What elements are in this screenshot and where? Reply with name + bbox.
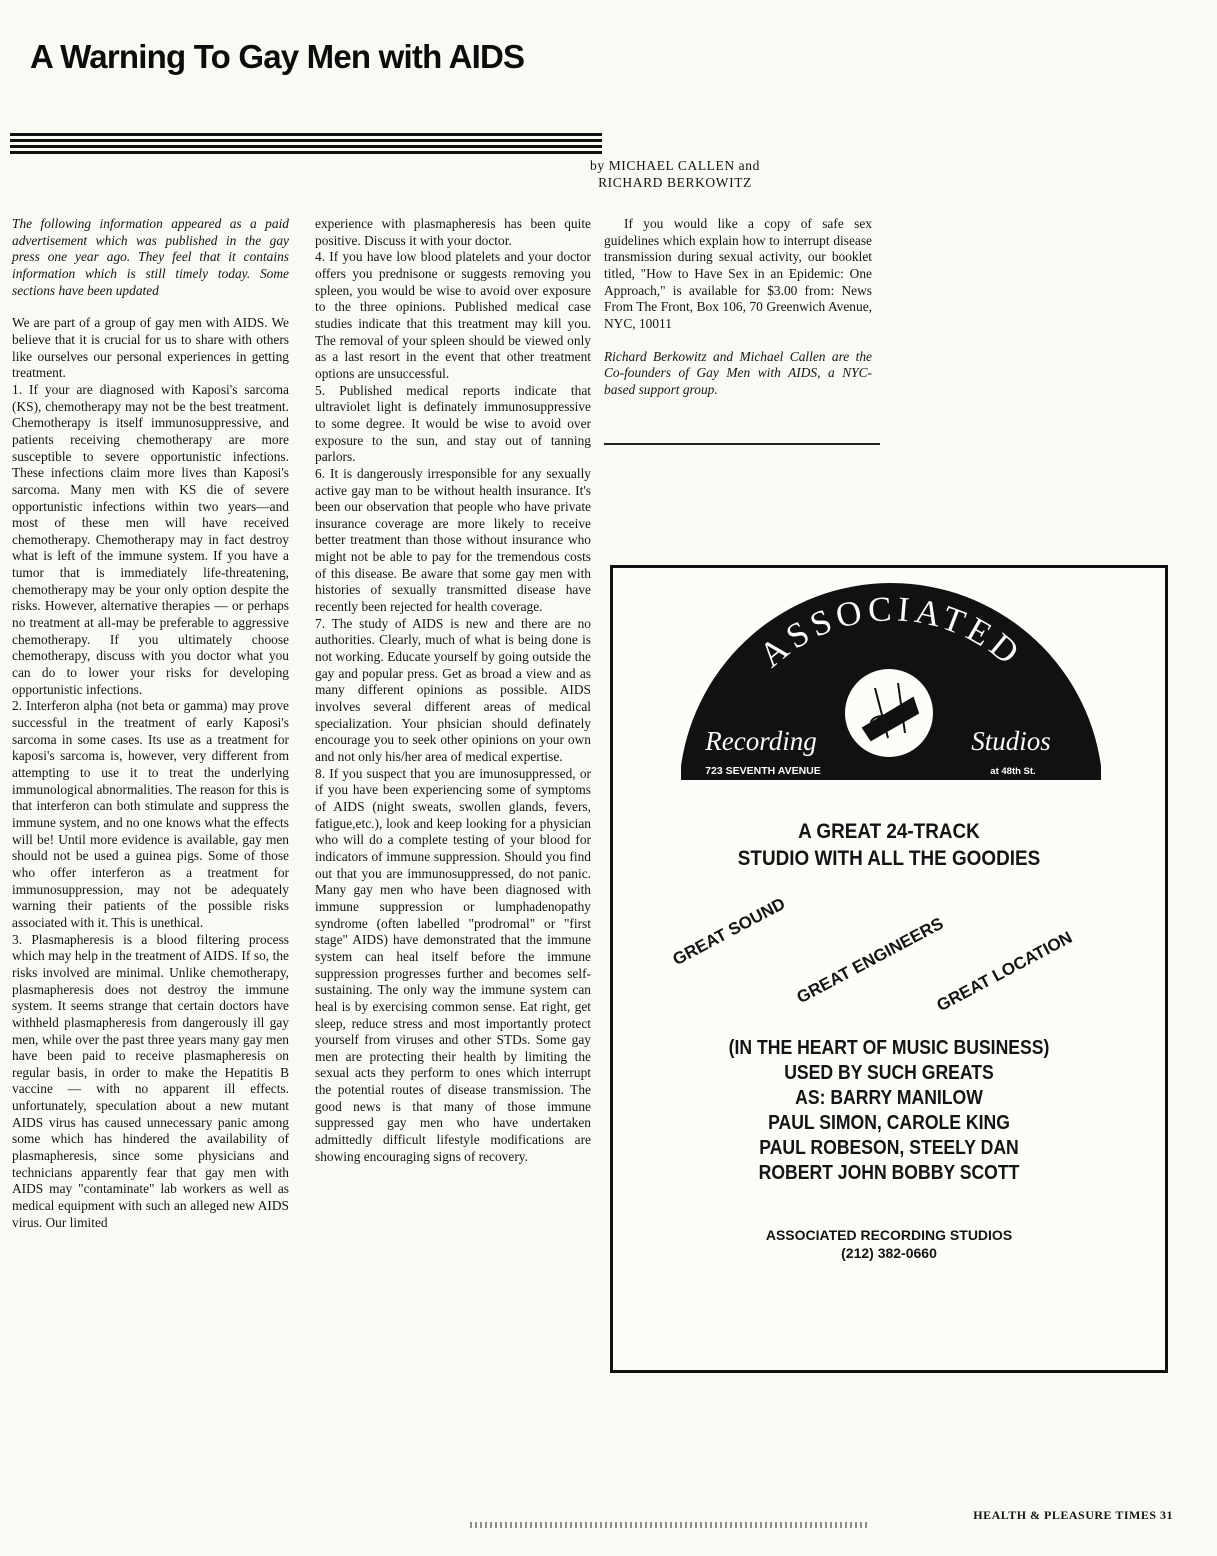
ad-tagline-line-2: STUDIO WITH ALL THE GOODIES: [737, 847, 1041, 870]
paragraph-point-5: 5. Published medical reports indicate that ultraviolet light is definately immunosuppressive to some degree. It would be wise to avoid over exposure to the sun, and stay out of tanning parlors.: [315, 382, 591, 465]
studio-advertisement: [610, 565, 1168, 1373]
logo-cross-street: at 48th St.: [990, 766, 1036, 777]
paragraph-point-6: 6. It is dangerously irresponsible for any sexually active gay man to be without health insurance. It's been our observation that people who have private insurance coverage are more likely to receive better treatment than those without insurance who might not be able to pay for the tremendous costs of this disease. Be aware that some gay men with histories of sexually transmitted disease have recently been rejected for health coverage.: [315, 465, 591, 615]
client-list-line-2: USED BY SUCH GREATS: [784, 1062, 994, 1084]
paragraph-point-1: 1. If your are diagnosed with Kaposi's sarcoma (KS), chemotherapy may not be the best treatment. Chemotherapy is itself immunosuppressive, and patients receiving chemotherapy are more susceptible to severe opportunistic infections. These infections claim more lives than Kaposi's sarcoma. Many men with KS die of severe opportunistic infections within two years—and most of these men will have received chemotherapy. Chemotherapy may in fact destroy what is left of the immune system. If you have a tumor that is immediately life-threatening, chemotherapy may be your only option despite the risks. However, alternative therapies — or perhaps no treatment at all-may be preferable to aggressive chemotherapy. If you ultimately choose chemotherapy, discuss with you doctor what you can do to lower your risks for developing opportunistic infections.: [12, 381, 289, 697]
great-sound: GREAT SOUND: [669, 893, 789, 970]
client-list: [646, 1036, 1132, 1186]
client-list-line-1: (IN THE HEART OF MUSIC BUSINESS): [728, 1037, 1050, 1059]
great-location: GREAT LOCATION: [933, 927, 1076, 1016]
paragraph-point-2: 2. Interferon alpha (not beta or gamma) may prove successful in the treatment of early Kaposi's sarcoma in some cases. Its use as a treatment for kaposi's sarcoma is, however, very different from attempting to use it to treat the underlying immunological abnormalities. The reason for this is that interferon can both stimulate and suppress the immune system, and no one knows what the effects will be! Until more evidence is available, gay men should not be used a guinea pigs. Some of those who offer interferon as a treatment for immunosuppression, may not be adequately warning their patients of the possible risks associated with it. This is unethical.: [12, 698, 289, 930]
paragraph-point-8: 8. If you suspect that you are imunosuppressed, or if you have been experiencing some of symptoms of AIDS (night sweats, swollen glands, fevers, fatigue,etc.), look and keep looking for a physician who will do a complete testing of your blood for indicators of immune suppression. Should you find out that you are immunosuppressed, do not panic. Many gay men who have been diagnosed with immune suppression or lumphadenopathy syndrome (often labelled "prodromal" or "first stage" AIDS) have demonstrated that the immune system can heal itself before the immune suppression progresses further and becomes self-sustaining. The only way the immune system can heal is by exercising common sense. Eat right, get sleep, reduce stress and most importantly protect yourself from viruses and other STDs. Some gay men are protecting their health by limiting the sexual acts they perform to ones which interrupt the potential routes of disease transmission. The good news is that many of those immune suppressed gay men who have undertaken admittedly difficult lifestyle modifications are showing encouraging signs of recovery.: [315, 765, 591, 1164]
ad-tagline: [641, 818, 1138, 872]
article-headline: A Warning To Gay Men with AIDS: [30, 38, 525, 75]
paragraph-point-4: 4. If you have low blood platelets and your doctor offers you prednisone or suggests removing you spleen, you would be wise to avoid over exposure to the three opinions. Published medical case studies indicate that this treatment may kill you. The removal of your spleen should be viewed only as a last resort in the event that other treatment options are unsuccessful.: [315, 249, 591, 381]
article-column-2: [315, 216, 591, 1165]
page-bottom-mark: [470, 1522, 870, 1528]
client-list-line-5: PAUL ROBESON, STEELY DAN: [759, 1137, 1019, 1159]
byline: [560, 157, 790, 191]
logo-address: 723 SEVENTH AVENUE: [705, 765, 821, 777]
article-column-3: [604, 216, 872, 399]
byline-line-1: by MICHAEL CALLEN and: [590, 158, 760, 173]
paragraph-point-7: 7. The study of AIDS is new and there are no authorities. Clearly, much of what is being done is not working. Educate yourself by going outside the gay and popular press. Get as broad a view and as many different opinions as possible. AIDS involves several different areas of medical specialization. Your phsician should definately encourage you to seek other opinions on your own and not only his/her area of medical expertise.: [315, 615, 591, 764]
ad-contact-name: ASSOCIATED RECORDING STUDIOS: [765, 1227, 1013, 1243]
paragraph-point-3-continued: experience with plasmapheresis has been quite positive. Discuss it with your doctor.: [315, 216, 591, 248]
logo-arc-text: ASSOCIATED: [751, 588, 1031, 675]
great-engineers: GREAT ENGINEERS: [793, 913, 947, 1008]
article-end-rule: [604, 443, 880, 445]
page-footer: HEALTH & PLEASURE TIMES 31: [973, 1508, 1173, 1522]
editor-note: The following information appeared as a paid advertisement which was published in the gay press one year ago. They feel that it contains information which is still timely today. Some sections have been updated: [12, 216, 289, 298]
booklet-offer: If you would like a copy of safe sex guidelines which explain how to interrupt disease transmission during sexual activity, our booklet titled, "How to Have Sex in an Epidemic: One Approach," is available for $3.00 from: News From The Front, Box 106, 70 Greenwich Avenue, NYC, 10011: [604, 216, 872, 331]
client-list-line-3: AS: BARRY MANILOW: [795, 1087, 983, 1109]
paragraph-point-3: 3. Plasmapheresis is a blood filtering process which may help in the treatment of AIDS. If so, the risks involved are minimal. Unlike chemotherapy, plasmapheresis does not destroy the immune system. It seems strange that certain doctors have withheld plasmapheresis from dangerously ill gay men, while over the past three years many gay men have been paid to receive plasmapheresis on regular basis, in order to make the Hepatitis B vaccine — with no apparent ill effects. unfortunately, speculation about a new mutant AIDS virus has caused unnecessary panic among some which has hindered the availability of plasmapheresis, since some physicians and technicians apparently fear that gay men with AIDS may "contaminate" lab workers as well as medical equipment with such an alleged new AIDS virus. Our limited: [12, 931, 289, 1230]
ad-contact: [613, 1226, 1165, 1262]
ad-tagline-line-1: A GREAT 24-TRACK: [798, 820, 980, 843]
paragraph-intro: We are part of a group of gay men with AIDS. We believe that it is crucial for us to share with others like ourselves our personal experiences in getting treatment.: [12, 315, 289, 381]
byline-line-2: RICHARD BERKOWITZ: [598, 175, 752, 190]
headline-rules: [10, 133, 602, 157]
logo-recording: Recording: [705, 726, 817, 756]
client-list-line-4: PAUL SIMON, CAROLE KING: [768, 1112, 1010, 1134]
logo-studios: Studios: [971, 726, 1051, 756]
client-list-line-6: ROBERT JOHN BOBBY SCOTT: [758, 1162, 1020, 1184]
article-column-1: [12, 216, 289, 1231]
ad-contact-phone: (212) 382-0660: [841, 1245, 937, 1261]
author-signoff: Richard Berkowitz and Michael Callen are the Co-founders of Gay Men with AIDS, a NYC-based support group.: [604, 348, 872, 397]
